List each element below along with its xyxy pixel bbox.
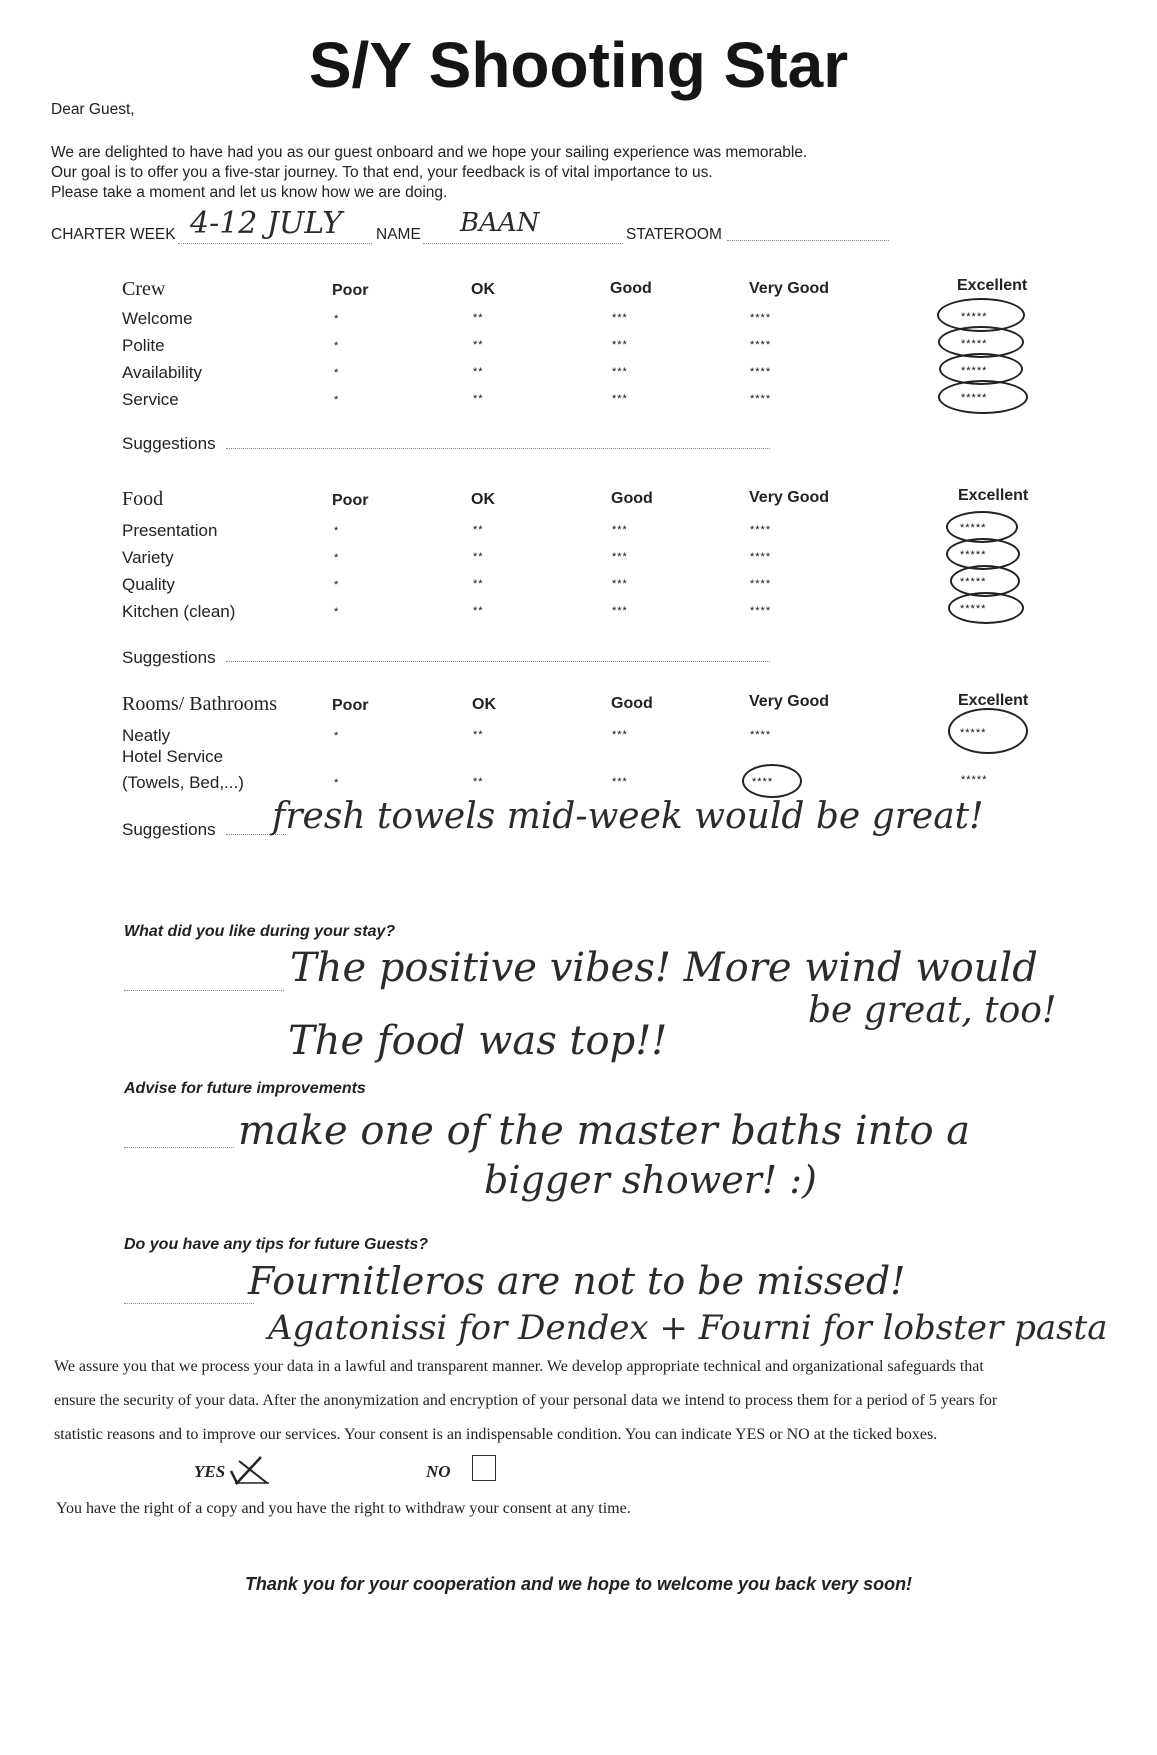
- row-label-kitchen: Kitchen (clean): [122, 602, 236, 621]
- selection-circle: [948, 592, 1024, 624]
- rating-good[interactable]: ***: [612, 729, 628, 741]
- rating-ok[interactable]: **: [473, 339, 484, 351]
- col-excellent: Excellent: [957, 277, 1028, 294]
- rating-poor[interactable]: *: [334, 777, 340, 789]
- intro-line: Please take a moment and let us know how we are doing.: [51, 184, 448, 201]
- question-improvements: Advise for future improvements: [124, 1080, 366, 1097]
- rating-good[interactable]: ***: [612, 393, 628, 405]
- suggestions-label-food: Suggestions: [122, 648, 216, 667]
- col-excellent: Excellent: [958, 487, 1029, 504]
- suggestions-label-crew: Suggestions: [122, 434, 216, 453]
- rating-good[interactable]: ***: [612, 339, 628, 351]
- suggestions-field-rooms[interactable]: fresh towels mid-week would be great!: [272, 796, 984, 837]
- consent-rights: You have the right of a copy and you have the right to withdraw your consent at any time.: [56, 1500, 631, 1517]
- rating-excellent[interactable]: *****: [961, 338, 988, 350]
- stateroom-label: STATEROOM: [626, 226, 722, 243]
- name-field[interactable]: BAAN: [460, 208, 540, 238]
- answer-line-liked: [124, 990, 284, 991]
- rating-poor[interactable]: *: [334, 579, 340, 591]
- rating-poor[interactable]: *: [334, 313, 340, 325]
- col-excellent: Excellent: [958, 692, 1029, 709]
- rating-ok[interactable]: **: [473, 366, 484, 378]
- col-very-good: Very Good: [749, 489, 830, 506]
- rating-poor[interactable]: *: [334, 340, 340, 352]
- checkmark-icon: [227, 1453, 275, 1485]
- question-tips: Do you have any tips for future Guests?: [124, 1236, 429, 1253]
- no-checkbox[interactable]: [472, 1455, 496, 1481]
- col-good: Good: [611, 490, 653, 507]
- answer-liked-line2[interactable]: be great, too!: [808, 990, 1057, 1031]
- rating-excellent[interactable]: *****: [960, 522, 987, 534]
- col-ok: OK: [471, 281, 495, 298]
- row-label-hotel-service-detail: (Towels, Bed,...): [122, 773, 244, 792]
- rating-excellent[interactable]: *****: [960, 549, 987, 561]
- closing-message: Thank you for your cooperation and we hope to welcome you back very soon!: [244, 1574, 913, 1594]
- answer-improvements-line2[interactable]: bigger shower! :): [484, 1158, 817, 1202]
- col-very-good: Very Good: [749, 280, 830, 297]
- consent-line: We assure you that we process your data in a lawful and transparent manner. We develop appropriate technical and organizational safeguards that: [54, 1358, 984, 1375]
- charter-week-label: CHARTER WEEK: [51, 226, 176, 243]
- rating-good[interactable]: ***: [612, 605, 628, 617]
- rating-excellent[interactable]: *****: [960, 576, 987, 588]
- rating-excellent[interactable]: *****: [961, 365, 988, 377]
- rating-very-good[interactable]: ****: [750, 393, 772, 405]
- rating-ok[interactable]: **: [473, 578, 484, 590]
- col-poor: Poor: [332, 697, 369, 714]
- rating-ok[interactable]: **: [473, 776, 484, 788]
- col-very-good: Very Good: [749, 693, 830, 710]
- rating-good[interactable]: ***: [612, 312, 628, 324]
- charter-week-field[interactable]: 4-12 JULY: [190, 206, 343, 241]
- rating-good[interactable]: ***: [612, 551, 628, 563]
- suggestions-line-food: [226, 661, 770, 662]
- form-title: S/Y Shooting Star: [308, 29, 849, 101]
- answer-line-improvements: [124, 1147, 234, 1148]
- rating-excellent[interactable]: *****: [961, 392, 988, 404]
- rating-very-good[interactable]: ****: [750, 339, 772, 351]
- answer-tips-line2[interactable]: Agatonissi for Dendex + Fourni for lobster pasta: [268, 1308, 1108, 1348]
- stateroom-line: [727, 240, 889, 241]
- rating-good[interactable]: ***: [612, 578, 628, 590]
- rating-very-good[interactable]: ****: [750, 366, 772, 378]
- row-label-presentation: Presentation: [122, 521, 218, 540]
- yes-checkbox[interactable]: [234, 1458, 256, 1480]
- rating-excellent[interactable]: *****: [960, 727, 987, 739]
- row-label-service: Service: [122, 390, 179, 409]
- rating-ok[interactable]: **: [473, 605, 484, 617]
- row-label-hotel-service: Hotel Service: [122, 747, 224, 766]
- rating-poor[interactable]: *: [334, 525, 340, 537]
- suggestions-label-rooms: Suggestions: [122, 820, 216, 839]
- row-label-welcome: Welcome: [122, 309, 193, 328]
- row-label-availability: Availability: [122, 363, 203, 382]
- question-liked: What did you like during your stay?: [124, 923, 396, 940]
- col-poor: Poor: [332, 282, 369, 299]
- section-title-food: Food: [122, 488, 164, 510]
- answer-liked-line3[interactable]: The food was top!!: [288, 1018, 668, 1064]
- rating-poor[interactable]: *: [334, 730, 340, 742]
- rating-very-good[interactable]: ****: [750, 729, 772, 741]
- row-label-neatly: Neatly: [122, 726, 171, 745]
- selection-circle: [938, 380, 1028, 414]
- rating-ok[interactable]: **: [473, 312, 484, 324]
- rating-ok[interactable]: **: [473, 393, 484, 405]
- rating-good[interactable]: ***: [612, 776, 628, 788]
- intro-line: Our goal is to offer you a five-star journey. To that end, your feedback is of vital importance to us.: [51, 164, 713, 181]
- rating-excellent[interactable]: *****: [961, 311, 988, 323]
- charter-week-line: [178, 243, 372, 244]
- rating-very-good[interactable]: ****: [750, 605, 772, 617]
- rating-excellent[interactable]: *****: [961, 774, 988, 786]
- rating-poor[interactable]: *: [334, 606, 340, 618]
- col-ok: OK: [471, 491, 495, 508]
- row-label-polite: Polite: [122, 336, 165, 355]
- col-poor: Poor: [332, 492, 369, 509]
- rating-very-good[interactable]: ****: [750, 312, 772, 324]
- rating-very-good[interactable]: ****: [752, 776, 774, 788]
- rating-poor[interactable]: *: [334, 394, 340, 406]
- answer-liked-line1[interactable]: The positive vibes! More wind would: [290, 945, 1038, 991]
- row-label-quality: Quality: [122, 575, 175, 594]
- col-good: Good: [610, 280, 652, 297]
- consent-line: statistic reasons and to improve our services. Your consent is an indispensable condition. You can indicate YES or NO at the ticked boxes.: [54, 1426, 938, 1443]
- name-label: NAME: [376, 226, 421, 243]
- rating-poor[interactable]: *: [334, 552, 340, 564]
- row-label-variety: Variety: [122, 548, 174, 567]
- greeting: Dear Guest,: [51, 101, 135, 118]
- yes-label: YES: [194, 1462, 226, 1481]
- consent-line: ensure the security of your data. After the anonymization and encryption of your personal data we intend to process them for a period of 5 years for: [54, 1392, 998, 1409]
- suggestions-line-crew: [226, 448, 770, 449]
- col-good: Good: [611, 695, 653, 712]
- answer-line-tips: [124, 1303, 254, 1304]
- selection-circle: [742, 764, 802, 798]
- rating-ok[interactable]: **: [473, 729, 484, 741]
- selection-circle: [948, 708, 1028, 754]
- no-label: NO: [426, 1462, 451, 1481]
- rating-poor[interactable]: *: [334, 367, 340, 379]
- intro-line: We are delighted to have had you as our guest onboard and we hope your sailing experience was memorable.: [51, 144, 808, 161]
- answer-improvements-line1[interactable]: make one of the master baths into a: [238, 1108, 971, 1154]
- rating-excellent[interactable]: *****: [960, 603, 987, 615]
- rating-ok[interactable]: **: [473, 551, 484, 563]
- name-line: [423, 243, 623, 244]
- rating-good[interactable]: ***: [612, 524, 628, 536]
- rating-very-good[interactable]: ****: [750, 578, 772, 590]
- rating-good[interactable]: ***: [612, 366, 628, 378]
- section-title-rooms: Rooms/ Bathrooms: [122, 693, 278, 715]
- col-ok: OK: [472, 696, 496, 713]
- section-title-crew: Crew: [122, 278, 166, 300]
- answer-tips-line1[interactable]: Fournitleros are not to be missed!: [248, 1259, 906, 1303]
- rating-ok[interactable]: **: [473, 524, 484, 536]
- rating-very-good[interactable]: ****: [750, 551, 772, 563]
- rating-very-good[interactable]: ****: [750, 524, 772, 536]
